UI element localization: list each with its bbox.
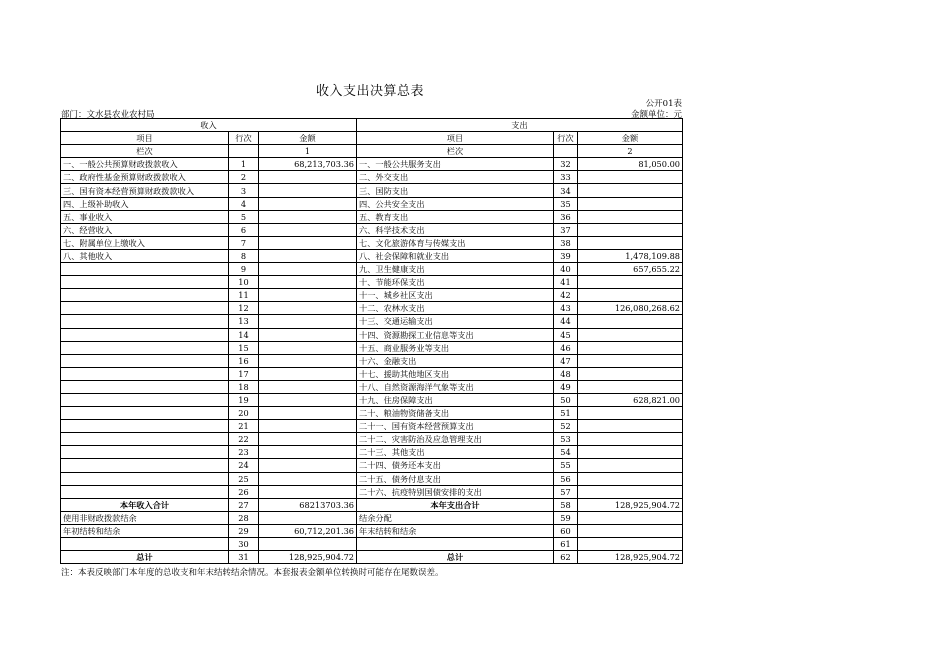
expense-row-no: 59	[554, 511, 578, 524]
expense-row-no: 34	[554, 184, 578, 197]
expense-amount	[578, 538, 683, 551]
expense-row-no: 62	[554, 551, 578, 564]
income-item	[61, 302, 229, 315]
expense-item: 二十二、灾害防治及应急管理支出	[357, 433, 554, 446]
expense-amount	[578, 354, 683, 367]
income-amount: 128,925,904.72	[259, 551, 357, 564]
expense-amount	[578, 472, 683, 485]
expense-item: 八、社会保障和就业支出	[357, 249, 554, 262]
col-header-item: 项目	[61, 132, 229, 145]
table-row	[61, 459, 683, 472]
expense-row-no: 41	[554, 276, 578, 289]
col-header-row-no: 行次	[229, 132, 259, 145]
col-index-2: 2	[578, 145, 683, 158]
expense-row-no: 54	[554, 446, 578, 459]
expense-amount	[578, 380, 683, 393]
table-row	[61, 223, 683, 236]
expense-item: 十二、农林水支出	[357, 302, 554, 315]
expense-amount	[578, 197, 683, 210]
expense-item: 十五、商业服务业等支出	[357, 341, 554, 354]
col-label-cell: 栏次	[357, 145, 554, 158]
table-row	[61, 158, 683, 171]
expense-amount	[578, 524, 683, 537]
income-item: 二、政府性基金预算财政拨款收入	[61, 171, 229, 184]
income-item: 总计	[61, 551, 229, 564]
expense-amount	[578, 485, 683, 498]
income-amount	[259, 354, 357, 367]
expense-amount	[578, 289, 683, 302]
income-amount	[259, 249, 357, 262]
income-amount	[259, 302, 357, 315]
expense-row-no: 45	[554, 328, 578, 341]
expense-item: 十四、资源勘探工业信息等支出	[357, 328, 554, 341]
table-row	[61, 393, 683, 406]
income-row-no: 18	[229, 380, 259, 393]
expense-amount	[578, 171, 683, 184]
expense-item: 总计	[357, 551, 554, 564]
income-amount	[259, 276, 357, 289]
table-row	[61, 302, 683, 315]
income-item: 八、其他收入	[61, 249, 229, 262]
income-item	[61, 446, 229, 459]
col-header-item: 项目	[357, 132, 554, 145]
expense-row-no: 46	[554, 341, 578, 354]
income-item	[61, 485, 229, 498]
income-amount	[259, 446, 357, 459]
expense-item: 本年支出合计	[357, 498, 554, 511]
income-item	[61, 367, 229, 380]
table-row	[61, 315, 683, 328]
table-row	[61, 538, 683, 551]
form-code: 公开01表	[645, 99, 682, 109]
income-amount	[259, 538, 357, 551]
table-row	[61, 171, 683, 184]
income-section-header: 收入	[61, 119, 357, 132]
table-row	[61, 249, 683, 262]
income-row-no: 12	[229, 302, 259, 315]
income-item: 七、附属单位上缴收入	[61, 236, 229, 249]
table-row	[61, 367, 683, 380]
income-item	[61, 289, 229, 302]
col-label-cell: 栏次	[61, 145, 229, 158]
income-amount	[259, 459, 357, 472]
table-row	[61, 498, 683, 511]
expense-row-no: 51	[554, 407, 578, 420]
expense-row-no: 33	[554, 171, 578, 184]
department-label: 部门：文水县农业农村局	[61, 110, 155, 120]
expense-row-no: 55	[554, 459, 578, 472]
income-amount	[259, 341, 357, 354]
table-row	[61, 420, 683, 433]
expense-item	[357, 538, 554, 551]
income-amount	[259, 210, 357, 223]
income-row-no: 17	[229, 367, 259, 380]
expense-row-no: 61	[554, 538, 578, 551]
expense-amount	[578, 433, 683, 446]
table-row	[61, 511, 683, 524]
income-item	[61, 459, 229, 472]
expense-amount	[578, 328, 683, 341]
expense-amount	[578, 341, 683, 354]
table-row	[61, 210, 683, 223]
income-amount	[259, 184, 357, 197]
income-amount	[259, 289, 357, 302]
expense-row-no: 50	[554, 393, 578, 406]
expense-row-no: 36	[554, 210, 578, 223]
income-row-no: 26	[229, 485, 259, 498]
income-row-no: 30	[229, 538, 259, 551]
empty-cell	[554, 145, 578, 158]
expense-amount	[578, 407, 683, 420]
income-row-no: 24	[229, 459, 259, 472]
table-row	[61, 472, 683, 485]
expense-row-no: 53	[554, 433, 578, 446]
income-row-no: 11	[229, 289, 259, 302]
income-row-no: 25	[229, 472, 259, 485]
income-row-no: 15	[229, 341, 259, 354]
income-row-no: 6	[229, 223, 259, 236]
income-item: 本年收入合计	[61, 498, 229, 511]
expense-amount	[578, 446, 683, 459]
expense-item: 二十五、债务付息支出	[357, 472, 554, 485]
income-amount	[259, 407, 357, 420]
expense-amount	[578, 276, 683, 289]
income-item	[61, 420, 229, 433]
income-item: 三、国有资本经营预算财政拨款收入	[61, 184, 229, 197]
expense-amount	[578, 236, 683, 249]
income-item	[61, 538, 229, 551]
expense-item: 二十四、债务还本支出	[357, 459, 554, 472]
expense-item: 六、科学技术支出	[357, 223, 554, 236]
income-row-no: 10	[229, 276, 259, 289]
income-row-no: 4	[229, 197, 259, 210]
table-row	[61, 485, 683, 498]
expense-amount	[578, 420, 683, 433]
income-item	[61, 472, 229, 485]
col-header-amount: 金额	[259, 132, 357, 145]
unit-label: 金额单位：元	[630, 110, 682, 120]
income-row-no: 27	[229, 498, 259, 511]
expense-row-no: 43	[554, 302, 578, 315]
income-row-no: 23	[229, 446, 259, 459]
income-row-no: 1	[229, 158, 259, 171]
income-row-no: 29	[229, 524, 259, 537]
income-item: 五、事业收入	[61, 210, 229, 223]
expense-row-no: 60	[554, 524, 578, 537]
table-row	[61, 341, 683, 354]
income-item: 一、一般公共预算财政拨款收入	[61, 158, 229, 171]
income-row-no: 8	[229, 249, 259, 262]
table-row	[61, 524, 683, 537]
income-amount	[259, 485, 357, 498]
expense-row-no: 38	[554, 236, 578, 249]
income-row-no: 2	[229, 171, 259, 184]
col-index-1: 1	[259, 145, 357, 158]
income-item: 六、经营收入	[61, 223, 229, 236]
table-row	[61, 433, 683, 446]
expense-item: 二十一、国有资本经营预算支出	[357, 420, 554, 433]
expense-item: 十、节能环保支出	[357, 276, 554, 289]
income-row-no: 19	[229, 393, 259, 406]
expense-row-no: 49	[554, 380, 578, 393]
expense-amount: 1,478,109.88	[578, 249, 683, 262]
col-header-row-no: 行次	[554, 132, 578, 145]
expense-item: 九、卫生健康支出	[357, 263, 554, 276]
expense-item: 二十六、抗疫特别国债安排的支出	[357, 485, 554, 498]
table-row	[61, 197, 683, 210]
expense-row-no: 57	[554, 485, 578, 498]
expense-row-no: 40	[554, 263, 578, 276]
income-item	[61, 393, 229, 406]
expense-row-no: 48	[554, 367, 578, 380]
income-item	[61, 341, 229, 354]
income-amount	[259, 223, 357, 236]
expense-section-header: 支出	[357, 119, 683, 132]
expense-item: 二十、粮油物资储备支出	[357, 407, 554, 420]
table-row	[61, 289, 683, 302]
income-amount	[259, 433, 357, 446]
income-row-no: 22	[229, 433, 259, 446]
empty-cell	[229, 145, 259, 158]
table-row	[61, 551, 683, 564]
table-row	[61, 354, 683, 367]
income-amount	[259, 420, 357, 433]
report-title: 收入支出决算总表	[315, 84, 424, 99]
expense-amount: 128,925,904.72	[578, 551, 683, 564]
income-row-no: 13	[229, 315, 259, 328]
income-amount	[259, 393, 357, 406]
income-amount: 60,712,201.36	[259, 524, 357, 537]
income-item: 年初结转和结余	[61, 524, 229, 537]
income-amount: 68213703.36	[259, 498, 357, 511]
income-amount	[259, 263, 357, 276]
income-item	[61, 263, 229, 276]
expense-item: 一、一般公共服务支出	[357, 158, 554, 171]
expense-row-no: 56	[554, 472, 578, 485]
expense-item: 十八、自然资源海洋气象等支出	[357, 380, 554, 393]
expense-row-no: 58	[554, 498, 578, 511]
expense-row-no: 42	[554, 289, 578, 302]
income-item	[61, 354, 229, 367]
income-item	[61, 328, 229, 341]
income-item	[61, 407, 229, 420]
income-row-no: 9	[229, 263, 259, 276]
table-row	[61, 446, 683, 459]
expense-amount	[578, 223, 683, 236]
expense-amount	[578, 459, 683, 472]
income-amount	[259, 367, 357, 380]
income-row-no: 14	[229, 328, 259, 341]
income-expense-table	[60, 118, 683, 564]
expense-item: 五、教育支出	[357, 210, 554, 223]
income-row-no: 7	[229, 236, 259, 249]
income-row-no: 31	[229, 551, 259, 564]
expense-row-no: 52	[554, 420, 578, 433]
income-row-no: 3	[229, 184, 259, 197]
expense-item: 十九、住房保障支出	[357, 393, 554, 406]
expense-row-no: 39	[554, 249, 578, 262]
expense-item: 十六、金融支出	[357, 354, 554, 367]
income-row-no: 28	[229, 511, 259, 524]
income-row-no: 16	[229, 354, 259, 367]
income-amount	[259, 511, 357, 524]
expense-item: 二十三、其他支出	[357, 446, 554, 459]
income-amount	[259, 236, 357, 249]
expense-amount: 126,080,268.62	[578, 302, 683, 315]
expense-row-no: 44	[554, 315, 578, 328]
expense-row-no: 32	[554, 158, 578, 171]
income-item: 使用非财政拨款结余	[61, 511, 229, 524]
income-amount	[259, 315, 357, 328]
table-row	[61, 184, 683, 197]
expense-item: 十三、交通运输支出	[357, 315, 554, 328]
income-amount	[259, 328, 357, 341]
income-item	[61, 315, 229, 328]
income-item	[61, 276, 229, 289]
income-row-no: 20	[229, 407, 259, 420]
expense-amount	[578, 367, 683, 380]
expense-amount: 657,655.22	[578, 263, 683, 276]
table-row	[61, 236, 683, 249]
expense-amount	[578, 184, 683, 197]
expense-row-no: 35	[554, 197, 578, 210]
expense-item: 二、外交支出	[357, 171, 554, 184]
income-amount	[259, 472, 357, 485]
col-header-amount: 金额	[578, 132, 683, 145]
expense-item: 七、文化旅游体育与传媒支出	[357, 236, 554, 249]
expense-item: 十七、援助其他地区支出	[357, 367, 554, 380]
income-item	[61, 433, 229, 446]
income-row-no: 21	[229, 420, 259, 433]
footnote: 注：本表反映部门本年度的总收支和年末结转结余情况。本套报表金额单位转换时可能存在尾数误差。	[61, 568, 444, 578]
expense-amount: 81,050.00	[578, 158, 683, 171]
income-item: 四、上级补助收入	[61, 197, 229, 210]
expense-item: 十一、城乡社区支出	[357, 289, 554, 302]
income-item	[61, 380, 229, 393]
expense-item: 三、国防支出	[357, 184, 554, 197]
table-row	[61, 407, 683, 420]
income-amount	[259, 380, 357, 393]
expense-item: 四、公共安全支出	[357, 197, 554, 210]
table-row	[61, 276, 683, 289]
expense-amount: 628,821.00	[578, 393, 683, 406]
table-row	[61, 380, 683, 393]
expense-item: 结余分配	[357, 511, 554, 524]
income-amount: 68,213,703.36	[259, 158, 357, 171]
expense-amount	[578, 210, 683, 223]
income-row-no: 5	[229, 210, 259, 223]
expense-item: 年末结转和结余	[357, 524, 554, 537]
income-amount	[259, 171, 357, 184]
expense-amount	[578, 315, 683, 328]
expense-amount	[578, 511, 683, 524]
expense-row-no: 37	[554, 223, 578, 236]
table-row	[61, 328, 683, 341]
expense-amount: 128,925,904.72	[578, 498, 683, 511]
expense-row-no: 47	[554, 354, 578, 367]
income-amount	[259, 197, 357, 210]
table-row	[61, 263, 683, 276]
